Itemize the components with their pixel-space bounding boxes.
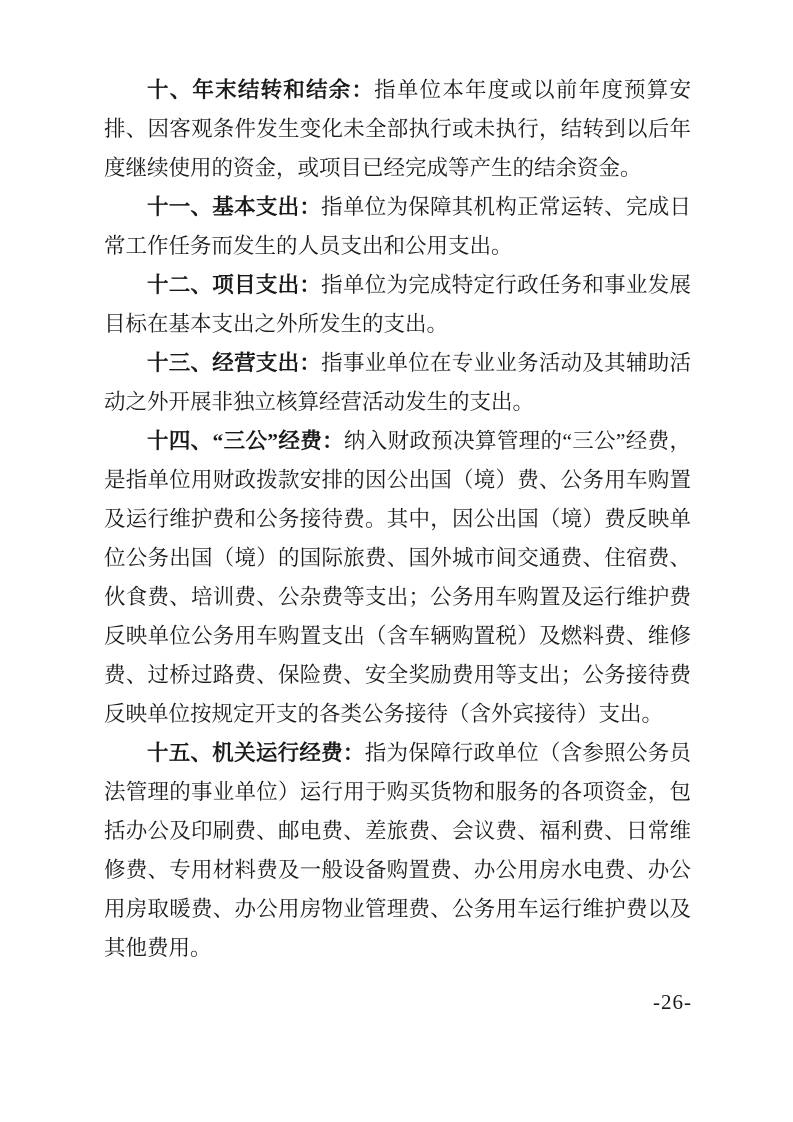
- term-definition: 指单位为完成特定行政任务和事业发展目标在基本支出之外所发生的支出。: [104, 273, 691, 336]
- term-definition: 指单位本年度或以前年度预算安排、因客观条件发生变化未全部执行或未执行，结转到以后年度继续使用的资金，或项目已经完成等产生的结余资金。: [104, 78, 691, 180]
- page-number: -26-: [653, 990, 692, 1014]
- definition-paragraph-agency-operating-funds: [104, 734, 691, 968]
- definition-paragraph-operating-expenditure: [104, 344, 691, 422]
- term-definition: 纳入财政预决算管理的“三公”经费，是指单位用财政拨款安排的因公出国（境）费、公务用车购置及运行维护费和公务接待费。其中，因公出国（境）费反映单位公务出国（境）的国际旅费、国外城市间交通费、住宿费、伙食费、培训费、公杂费等支出；公务用车购置及运行维护费反映单位公务用车购置支出（含车辆购置税）及燃料费、维修费、过桥过路费、保险费、安全奖励费用等支出；公务接待费反映单位按规定开支的各类公务接待（含外宾接待）支出。: [104, 429, 691, 726]
- definition-paragraph-project-expenditure: [104, 266, 691, 344]
- term-label: 十四、“三公”经费：: [147, 429, 344, 453]
- page-content: [104, 71, 691, 968]
- definition-paragraph-three-public-funds: [104, 422, 691, 734]
- term-definition: 指单位为保障其机构正常运转、完成日常工作任务而发生的人员支出和公用支出。: [104, 195, 691, 258]
- term-label: 十、年末结转和结余：: [147, 78, 375, 102]
- definition-paragraph-year-end-carryover: [104, 71, 691, 188]
- term-label: 十二、项目支出：: [147, 273, 322, 297]
- term-label: 十五、机关运行经费：: [147, 741, 365, 765]
- term-definition: 指为保障行政单位（含参照公务员法管理的事业单位）运行用于购买货物和服务的各项资金，包括办公及印刷费、邮电费、差旅费、会议费、福利费、日常维修费、专用材料费及一般设备购置费、办公用房水电费、办公用房取暖费、办公用房物业管理费、公务用车运行维护费以及其他费用。: [104, 741, 691, 960]
- term-label: 十三、经营支出：: [147, 351, 322, 375]
- term-definition: 指事业单位在专业业务活动及其辅助活动之外开展非独立核算经营活动发生的支出。: [104, 351, 691, 414]
- definition-paragraph-basic-expenditure: [104, 188, 691, 266]
- term-label: 十一、基本支出：: [147, 195, 322, 219]
